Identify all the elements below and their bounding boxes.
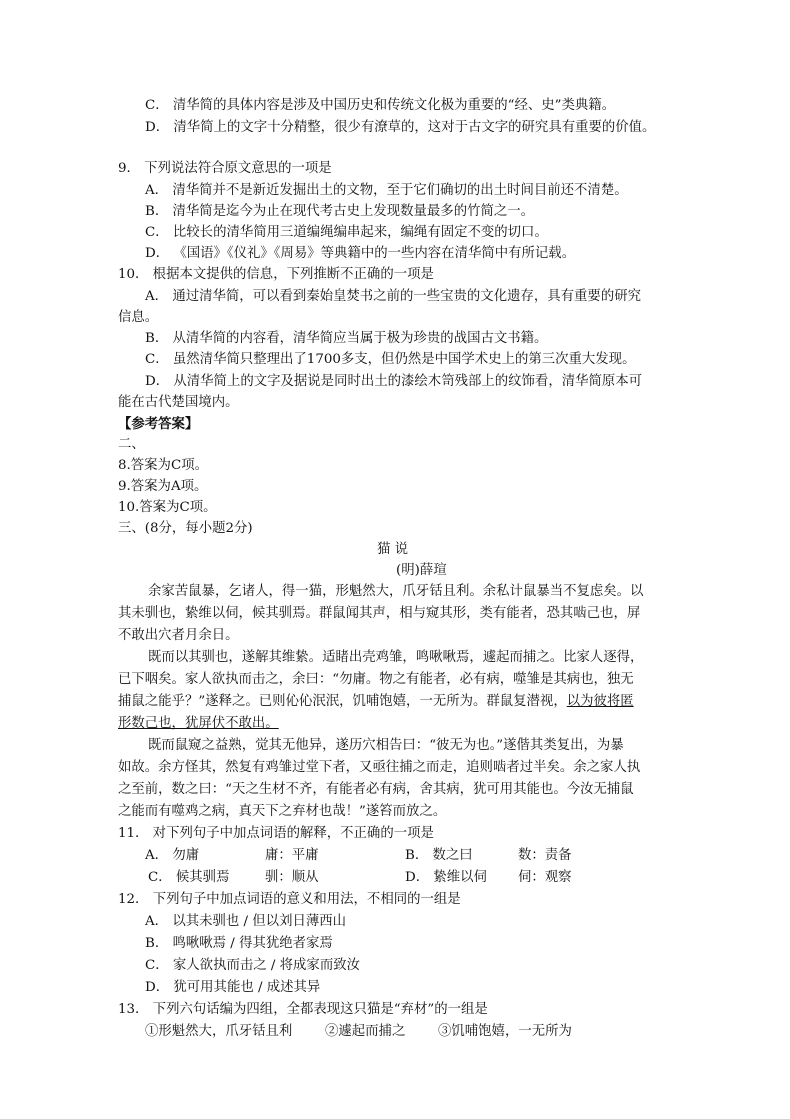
essay-p2-line3-text: 捕鼠之能乎？”遂释之。已则伈伈泯泯，饥哺饱嬉，一无所为。群鼠复潜视， — [118, 694, 567, 709]
essay-author: (明)薛瑄 — [396, 563, 447, 578]
q11-option-a-gloss: 庸：平庸 — [265, 848, 319, 863]
q12-option-b: B． 鸣啾啾焉 / 得其犹绝者家焉 — [145, 936, 333, 951]
answer-9: 9.答案为A项。 — [118, 479, 208, 494]
q10-option-a-line1: A． 通过清华简，可以看到秦始皇焚书之前的一些宝贵的文化遗存，具有重要的研究 — [145, 289, 641, 304]
q12-option-d: D． 犹可用其能也 / 成述其异 — [145, 980, 321, 995]
q10-option-c: C． 虽然清华简只整理出了1700多支，但仍然是中国学术史上的第三次重大发现。 — [145, 352, 636, 367]
essay-p1-line3: 不敢出穴者月余日。 — [118, 628, 239, 643]
section-three-label: 三、(8分，每小题2分) — [118, 521, 253, 536]
q10-stem: 10． 根据本文提供的信息，下列推断不正确的一项是 — [118, 267, 434, 282]
essay-p1-line1: 余家苦鼠暴，乞诸人，得一猫，形魁然大，爪牙铦且利。余私计鼠暴当不复虑矣。以 — [148, 584, 644, 599]
q11-stem: 11． 对下列句子中加点词语的解释，不正确的一项是 — [118, 826, 434, 841]
essay-p1-line2: 其未驯也，絷维以伺，候其驯焉。群鼠闻其声，相与窥其形，类有能者，恐其啮己也，屏 — [118, 606, 641, 621]
q13-statement-3: ③饥哺饱嬉，一无所为 — [438, 1024, 572, 1039]
q11-option-b-gloss: 数：责备 — [518, 848, 572, 863]
essay-p3-line4: 之能而有噬鸡之病，真天下之弃材也哉！”遂笞而放之。 — [118, 804, 447, 819]
essay-p2-line3 — [118, 693, 634, 711]
q12-option-a: A． 以其未驯也 / 但以刘日薄西山 — [145, 914, 347, 929]
essay-p2-underlined-start: 以为彼将匿 — [566, 694, 634, 709]
essay-title: 猫 说 — [377, 542, 409, 557]
essay-p3-line3: 之至前，数之曰：“天之生材不齐，有能者必有病，舍其病，犹可用其能也。今汝无捕鼠 — [118, 782, 634, 797]
q11-option-b: B． 数之曰 — [405, 848, 473, 863]
q9-option-c: C． 比较长的清华简用三道编绳编串起来，编绳有固定不变的切口。 — [145, 225, 548, 240]
q12-stem: 12． 下列句子中加点词语的意义和用法，不相同的一组是 — [118, 892, 461, 907]
essay-p2-line2: 已下咽矣。家人欲执而击之，余曰：“勿庸。物之有能者，必有病，噬雏是其病也，独无 — [118, 672, 634, 687]
essay-p2-underlined-end: 形数己也，犹屏伏不敢出。 — [118, 716, 279, 731]
q11-option-c: C． 候其驯焉 — [148, 870, 230, 885]
essay-p3-line1: 既而鼠窥之益熟，觉其无他异，遂历穴相告曰：“彼无为也。”遂偕其类复出，为暴 — [148, 738, 624, 753]
q10-option-d-line2: 能在古代楚国境内。 — [118, 395, 239, 410]
answer-10: 10.答案为C项。 — [118, 500, 217, 515]
q9-option-d: D． 《国语》《仪礼》《周易》等典籍中的一些内容在清华简中有所记载。 — [145, 246, 576, 261]
q13-stem: 13． 下列六句话编为四组，全都表现这只猫是“弃材”的一组是 — [118, 1002, 488, 1017]
essay-p2-line1: 既而以其驯也，遂解其维絷。适睹出壳鸡雏，鸣啾啾焉，遽起而捕之。比家人逐得， — [148, 650, 644, 665]
q13-statement-2: ②遽起而捕之 — [325, 1024, 406, 1039]
q10-option-d-line1: D． 从清华简上的文字及据说是同时出土的漆绘木笥残部上的纹饰看，清华简原本可 — [145, 374, 643, 389]
essay-p3-line2: 如故。余方怪其，然复有鸡雏过堂下者，又亟往捕之而走，追则啮者过半矣。余之家人执 — [118, 760, 641, 775]
q9-option-a: A． 清华简并不是新近发掘出土的文物，至于它们确切的出土时间目前还不清楚。 — [145, 183, 628, 198]
q13-statement-1: ①形魁然大，爪牙铦且利 — [145, 1024, 293, 1039]
q11-option-c-gloss: 驯：顺从 — [265, 870, 319, 885]
answer-8: 8.答案为C项。 — [118, 458, 208, 473]
q8-option-c: C． 清华简的具体内容是涉及中国历史和传统文化极为重要的“经、史”类典籍。 — [145, 98, 616, 113]
section-two-label: 二、 — [118, 437, 145, 452]
q8-option-d: D． 清华简上的文字十分精整，很少有潦草的，这对于古文字的研究具有重要的价值。 — [145, 120, 656, 135]
q9-option-b: B． 清华简是迄今为止在现代考古史上发现数量最多的竹简之一。 — [145, 204, 535, 219]
answer-heading: 【参考答案】 — [118, 416, 199, 432]
q9-stem: 9． 下列说法符合原文意思的一项是 — [118, 161, 332, 176]
q10-option-b: B． 从清华简的内容看，清华简应当属于极为珍贵的战国古文书籍。 — [145, 331, 548, 346]
q12-option-c: C． 家人欲执而击之 / 将成家而致汝 — [145, 958, 360, 973]
q10-option-a-line2: 信息。 — [118, 310, 159, 325]
q11-option-d: D． 絷维以伺 — [405, 870, 487, 885]
q11-option-a: A． 勿庸 — [145, 848, 200, 863]
q11-option-d-gloss: 伺：观察 — [518, 870, 572, 885]
